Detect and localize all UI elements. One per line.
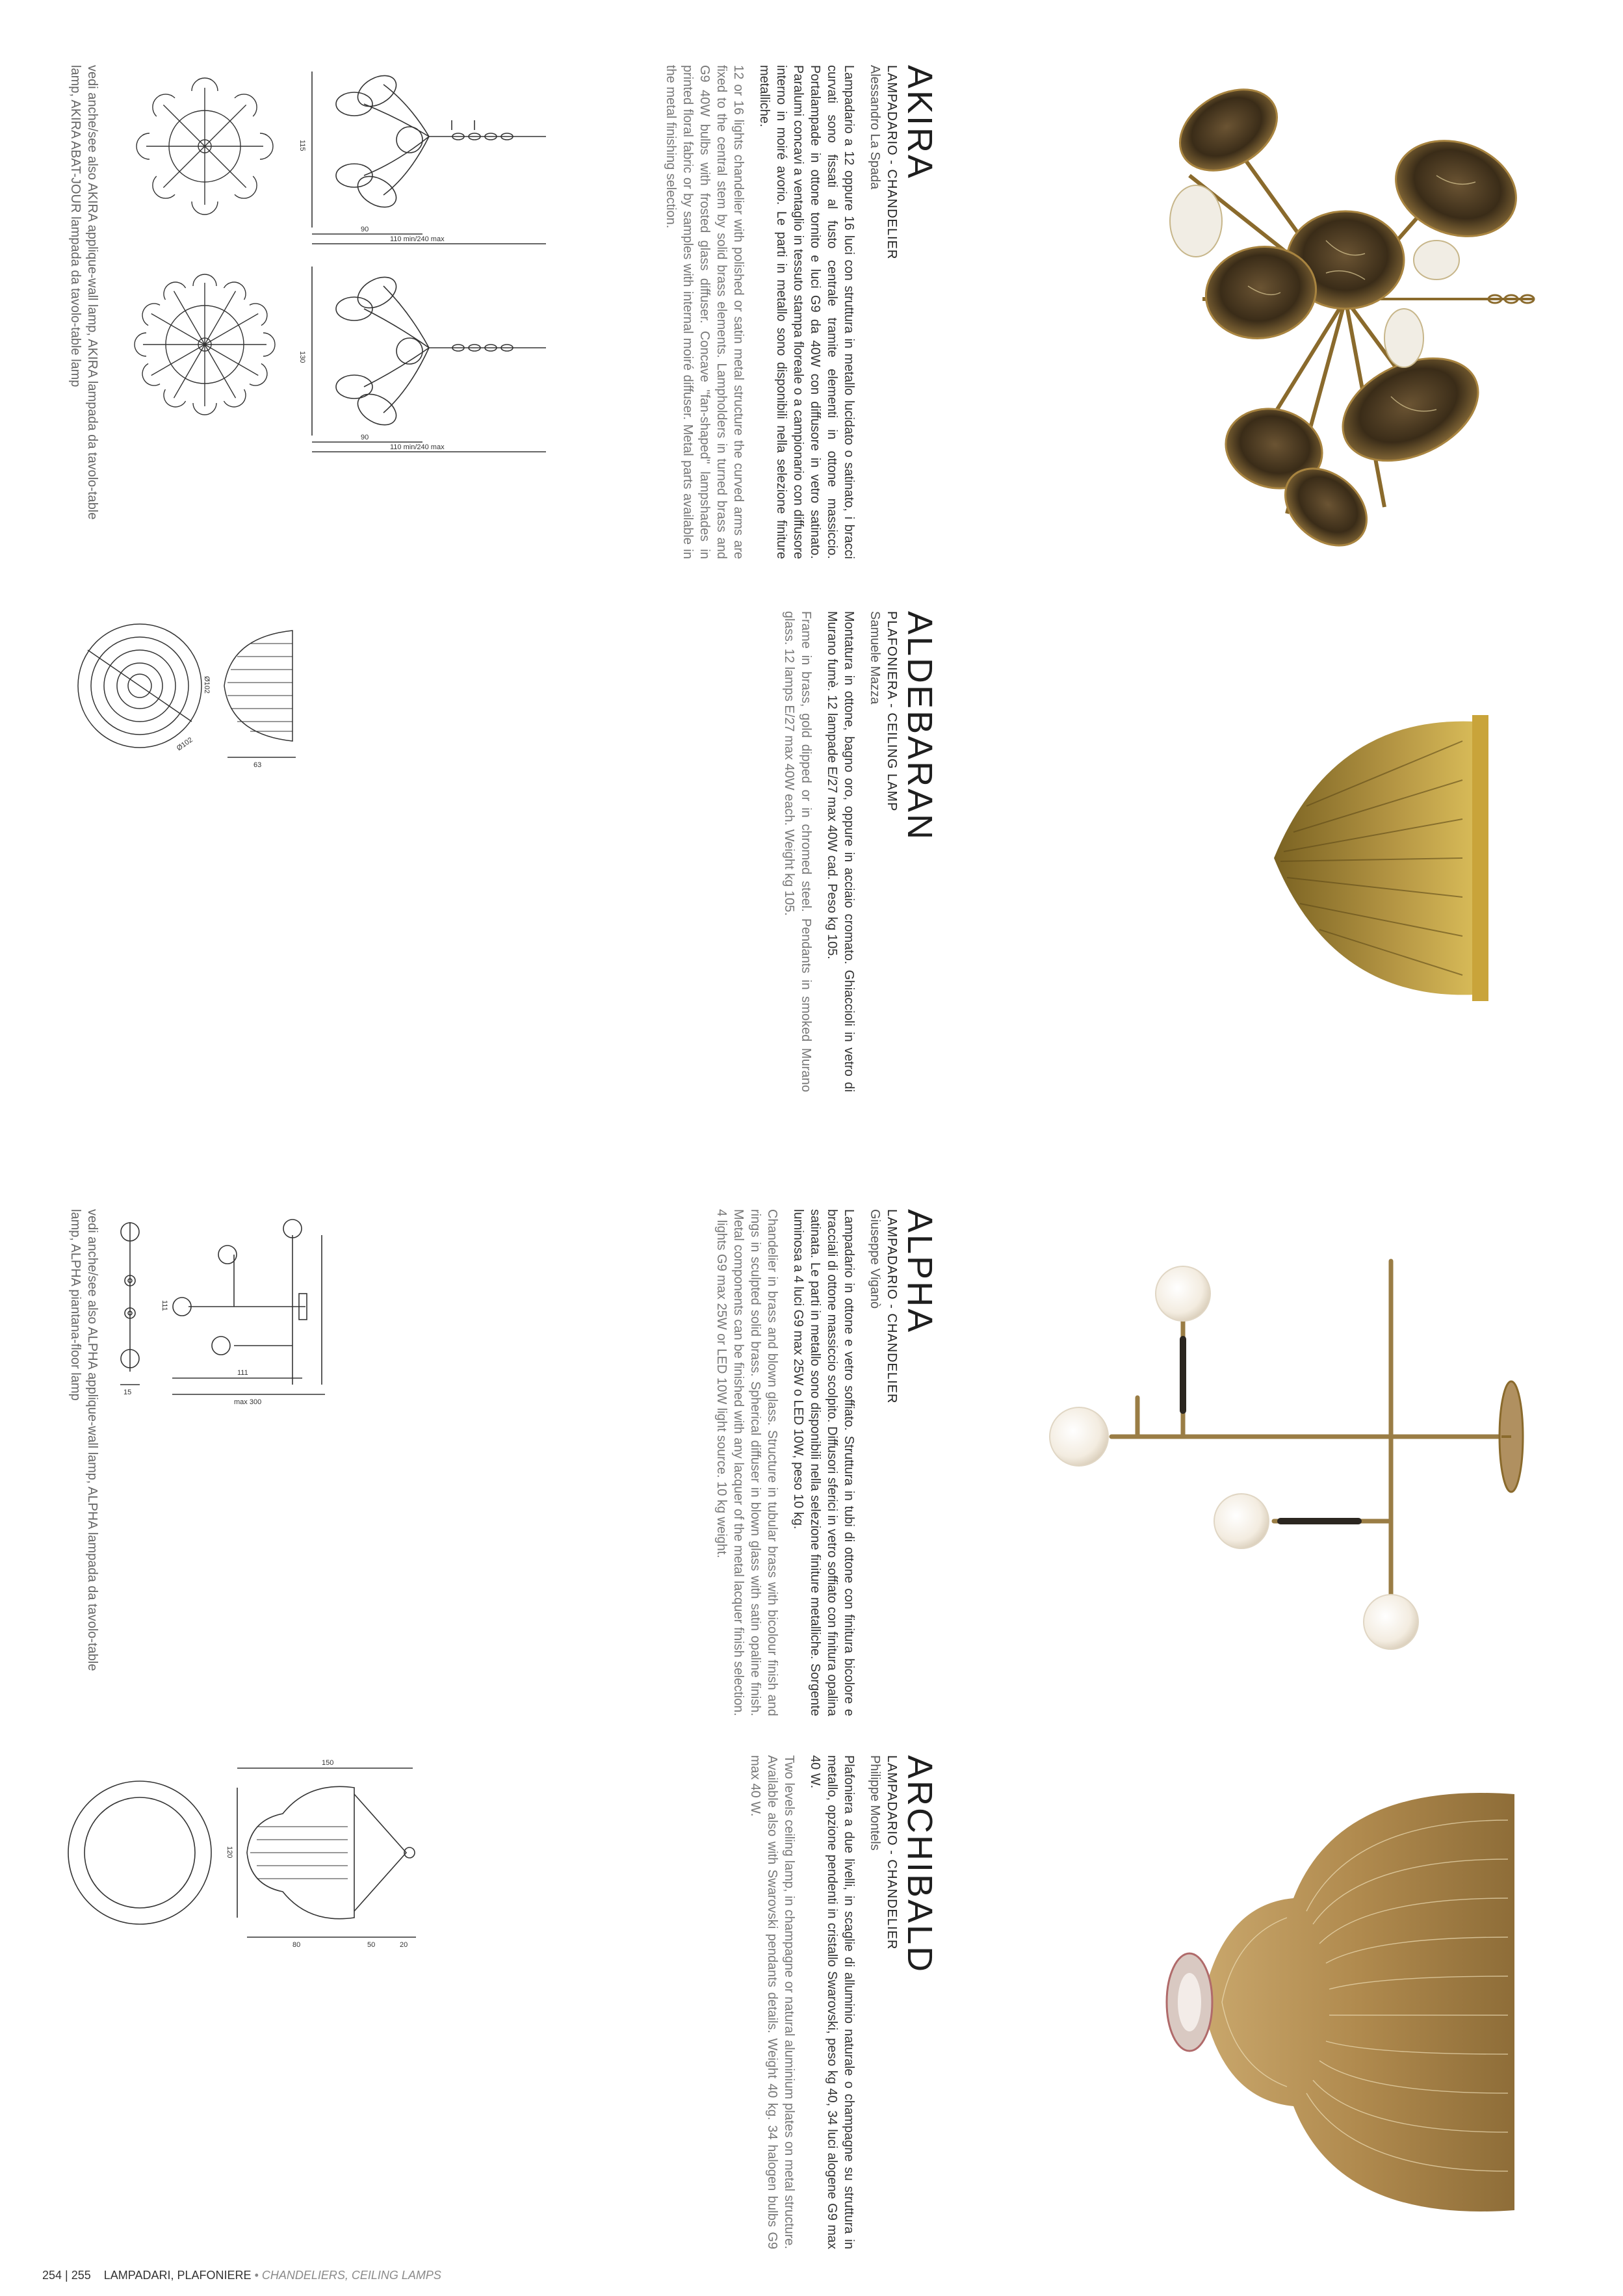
alpha-designer: Giuseppe Viganò — [868, 1209, 882, 1309]
akira-see-also-text: vedi anche/see also AKIRA applique-wall lamp, AKIRA lampada da tavolo-table lamp, AKIRA ABAT-JOUR lampada da tavolo-table lamp — [68, 65, 99, 520]
akira-drawing-top-a — [130, 72, 279, 221]
alpha-desc-en: Chandelier in brass and blown glass. Structure in tubular brass with bicolour finish and rings in sculpted solid brass. Spherical diffuser in blown glass with satin opaline finish. Metal components can be finished with any lacquer of the metal lacquer finish selection. 4 lights G9 max 25W or LED 10W light source. 10 kg weight. — [714, 1209, 779, 1716]
aldebaran-photo — [1254, 702, 1514, 1014]
aldebaran-drawing — [62, 611, 335, 774]
section-en: CHANDELIERS, CEILING LAMPS — [261, 2269, 441, 2282]
akira-photo — [1131, 59, 1547, 553]
akira-drawing-top-b — [127, 267, 283, 423]
alpha-dim-depth: 15 — [123, 1389, 132, 1396]
page-footer — [42, 2269, 441, 2282]
akira-dim-a-length: 110 min/240 max — [390, 235, 445, 243]
archibald-photo — [1144, 1768, 1547, 2236]
archibald-type: LAMPADARIO - CHANDELIER — [885, 1755, 899, 1950]
akira-drawing-side-a — [286, 65, 546, 254]
akira-title: AKIRA — [900, 65, 939, 181]
alpha-text — [713, 1209, 939, 1716]
akira-desc-it: Lampadario a 12 oppure 16 luci con struttura in metallo lucidato o satinato, i bracci curvati sono fissati al fusto centrale tramite elementi in ottone massiccio. Portalampade in ottone tornito e luci G9 da 40W con diffusore in vetro satinato. Paralumi concavi a ventaglio in tessuto stampa floreale o a campionario con diffusore interno in moiré avorio. Le parti in metallo sono disponibili nella selezione finiture metalliche. — [757, 65, 856, 559]
archibald-dim-50: 50 — [367, 1941, 376, 1949]
archibald-desc-it: Plafoniera a due livelli, in scaglie di alluminio naturale o champagne su struttura in metallo, opzione pendenti in cristallo Swarovski, peso kg 40, 34 luci alogene G9 max 40 W. — [808, 1755, 856, 2249]
akira-designer: Alessandro La Spada — [868, 65, 882, 190]
archibald-title: ARCHIBALD — [900, 1755, 939, 1974]
aldebaran-type: PLAFONIERA - CEILING LAMP — [885, 611, 899, 812]
alpha-photo — [1033, 1248, 1540, 1651]
alpha-dim-max: max 300 — [234, 1398, 262, 1406]
akira-dim-a-height: 115 — [298, 140, 306, 151]
akira-dim-a-width: 90 — [361, 226, 369, 233]
archibald-text — [747, 1755, 939, 2249]
aldebaran-title: ALDEBARAN — [900, 611, 939, 842]
aldebaran-desc-en: Frame in brass, gold dipped or in chromed steel. Pendants in smoked Murano glass. 12 lamps E/27 max 40W each. Weight kg 105. — [782, 611, 813, 1092]
archibald-dim-height: 120 — [226, 1846, 233, 1859]
alpha-drawing-side — [114, 1222, 153, 1398]
aldebaran-dim-diameter-side: Ø102 — [203, 676, 211, 694]
archibald-designer: Philippe Montels — [868, 1755, 882, 1851]
akira-dim-b-length: 110 min/240 max — [390, 443, 445, 451]
archibald-dim-80: 80 — [292, 1941, 301, 1949]
archibald-desc-en: Two levels ceiling lamp, in champagne or natural aluminium plates on metal structure. Available also with Swarovski pendants details. Weight 40 kg. 34 halogen bulbs G9 max 40 W. — [748, 1755, 796, 2249]
alpha-dim-width: 111 — [237, 1369, 248, 1377]
page-numbers: 254 | 255 — [42, 2269, 91, 2282]
aldebaran-dim-diameter-top: Ø102 — [175, 736, 194, 753]
alpha-desc-it: Lampadario in ottone e vetro soffiato. Struttura in tubi di ottone con finitura bicolore e bracciali di ottone massiccio scolpito. Diffusori sferici in vetro soffiato con finitura opalina satinata. Le parti in metallo sono disponibili nella selezione finiture metalliche. Sorgente luminosa a 4 luci G9 max 25W o LED 10W, peso 10 kg. — [791, 1209, 856, 1716]
alpha-type: LAMPADARIO - CHANDELIER — [885, 1209, 899, 1404]
alpha-see-also — [67, 1209, 101, 1703]
archibald-dim-diameter: 150 — [322, 1759, 334, 1767]
alpha-dim-height: 111 — [161, 1300, 168, 1311]
alpha-title: ALPHA — [900, 1209, 939, 1335]
akira-dim-b-height: 130 — [298, 351, 306, 363]
aldebaran-designer: Samuele Mazza — [868, 611, 882, 705]
akira-see-also — [67, 65, 101, 520]
archibald-dim-20: 20 — [400, 1941, 408, 1949]
akira-text — [662, 65, 939, 559]
archibald-drawing — [62, 1755, 426, 1950]
akira-type: LAMPADARIO - CHANDELIER — [885, 65, 899, 260]
aldebaran-desc-it: Montatura in ottone, bagno oro, oppure in acciaio cromato. Ghiaccioli in vetro di Murano fumè. 12 lampade E/27 max 40W cad. Peso kg 105. — [825, 611, 856, 1092]
section-it: LAMPADARI, PLAFONIERE — [103, 2269, 252, 2282]
akira-desc-en: 12 or 16 lights chandelier with polished or satin metal structure the curved arms are fixed to the central stem by solid brass elements. Lampholders in turned brass and G9 40W bulbs with frosted glass diffuser. Concave "fan-shaped" lampshades in printed floral fabric or by samples with internal moiré diffuser. Metal parts available in the metal finishing selection. — [664, 65, 746, 559]
akira-drawing-side-b — [286, 260, 546, 462]
aldebaran-dim-height: 63 — [253, 761, 262, 769]
alpha-see-also-text: vedi anche/see also ALPHA applique-wall lamp, ALPHA lampada da tavolo-table lamp, ALPHA piantana-floor lamp — [68, 1209, 99, 1671]
footer-separator: • — [254, 2269, 259, 2282]
aldebaran-text — [781, 611, 939, 1092]
alpha-drawing-front — [162, 1216, 338, 1411]
akira-dim-b-width: 90 — [361, 434, 369, 441]
